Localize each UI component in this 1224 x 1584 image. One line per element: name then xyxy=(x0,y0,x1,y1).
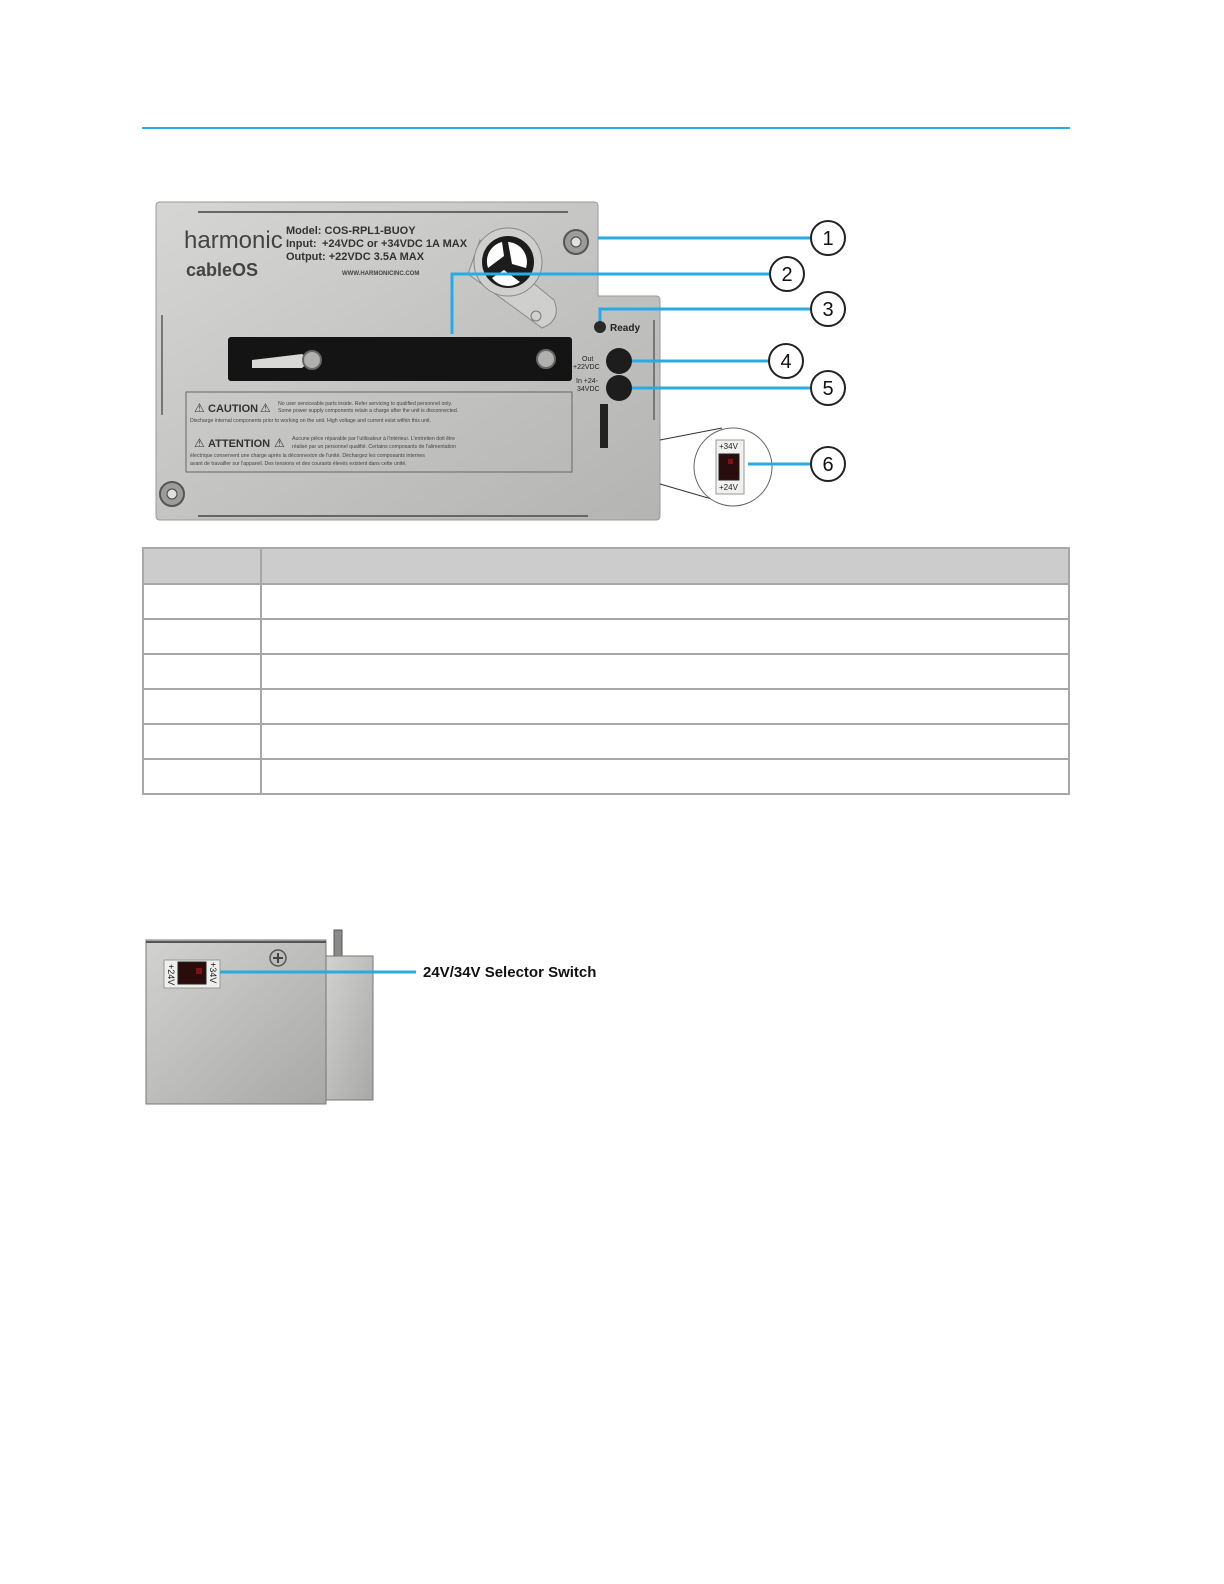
table-cell xyxy=(261,759,1069,794)
callout-3-number: 3 xyxy=(822,299,834,321)
label-website: WWW.HARMONICINC.COM xyxy=(342,271,420,277)
ready-label: Ready xyxy=(610,323,641,334)
callout-description-table xyxy=(142,547,1070,795)
callout-4 xyxy=(769,344,803,378)
vent-slot xyxy=(600,404,608,448)
table-cell xyxy=(261,689,1069,724)
selector-switch-detail xyxy=(694,428,772,506)
output-jack xyxy=(606,348,632,374)
switch-label-34v: +34V xyxy=(719,442,738,451)
table-header-cell xyxy=(143,548,261,584)
svg-text:⚠: ⚠ xyxy=(194,401,205,415)
ready-led xyxy=(594,321,606,333)
callout-3 xyxy=(811,292,845,326)
in-label-1: In +24- xyxy=(576,378,598,385)
callout-2-number: 2 xyxy=(781,264,793,286)
caution-line-3: Discharge internal components prior to working on the unit. High voltage and current exist within this unit. xyxy=(190,418,432,424)
table-cell xyxy=(261,654,1069,689)
table-cell xyxy=(143,654,261,689)
callout-6 xyxy=(811,447,845,481)
svg-text:⚠: ⚠ xyxy=(260,401,271,415)
label-input-value: +24VDC or +34VDC 1A MAX xyxy=(322,238,468,250)
out-label-2: +22VDC xyxy=(573,364,600,371)
out-label-1: Out xyxy=(582,356,594,363)
mounting-bracket xyxy=(228,337,572,381)
table-row xyxy=(143,724,1069,759)
callout-5 xyxy=(811,371,845,405)
table-row xyxy=(143,759,1069,794)
callout-1-number: 1 xyxy=(822,228,834,250)
caution-line-2: Some power supply components retain a charge after the unit is disconnected. xyxy=(278,408,459,414)
table-row xyxy=(143,654,1069,689)
rear-block xyxy=(325,956,373,1100)
selector-callout-label: 24V/34V Selector Switch xyxy=(423,964,597,981)
attention-line-3: électrique conservent une charge après la déconnexion de l'unité. Déchargez les composants internes xyxy=(190,453,425,459)
table-header-cell xyxy=(261,548,1069,584)
label-output: Output: +22VDC 3.5A MAX xyxy=(286,251,425,263)
connector-screw-bottom xyxy=(160,482,184,506)
callout-2 xyxy=(770,257,804,291)
callout-6-number: 6 xyxy=(822,454,834,476)
brand-harmonic: harmonic xyxy=(184,227,283,254)
table-cell xyxy=(143,689,261,724)
switch-label-24v: +24V xyxy=(719,483,738,492)
input-jack xyxy=(606,375,632,401)
header-rule xyxy=(142,127,1070,129)
attention-line-4: avant de travailler sur l'appareil. Des tensions et des courants élevés existent dans cette unité. xyxy=(190,461,407,467)
table-row xyxy=(143,689,1069,724)
label-model: Model: COS-RPL1-BUOY xyxy=(286,225,416,237)
svg-text:⚠: ⚠ xyxy=(194,436,205,450)
table-cell xyxy=(143,724,261,759)
attention-title: ATTENTION xyxy=(208,438,271,450)
callout-1 xyxy=(811,221,845,255)
caution-line-1: No user serviceable parts inside. Refer servicing to qualified personnel only. xyxy=(278,401,453,407)
attention-line-1: Aucune pièce réparable par l'utilisateur à l'intérieur. L'entretien doit être xyxy=(292,436,456,442)
callout-4-number: 4 xyxy=(780,351,792,373)
svg-text:⚠: ⚠ xyxy=(274,436,285,450)
in-label-2: 34VDC xyxy=(577,386,600,393)
callout-5-number: 5 xyxy=(822,378,834,400)
switch-right-label: +34V xyxy=(208,962,218,984)
table-row xyxy=(143,584,1069,619)
table-cell xyxy=(143,619,261,654)
table-cell xyxy=(261,584,1069,619)
buoy-power-supply-illustration xyxy=(142,190,1070,535)
table-cell xyxy=(143,584,261,619)
attention-line-2: réalisé par un personnel qualifié. Certains composants de l'alimentation xyxy=(292,444,456,450)
selector-switch-illustration xyxy=(142,926,662,1111)
caution-title: CAUTION xyxy=(208,403,259,415)
selector-switch-figure xyxy=(142,926,662,1111)
brand-cableos: cableOS xyxy=(186,260,259,280)
table-cell xyxy=(143,759,261,794)
table-row xyxy=(143,619,1069,654)
switch-left-label: +24V xyxy=(166,964,176,986)
table-cell xyxy=(261,724,1069,759)
table-header-row xyxy=(143,548,1069,584)
connector-screw-top xyxy=(564,230,588,254)
buoy-power-supply-figure xyxy=(142,190,1070,535)
table-cell xyxy=(261,619,1069,654)
voltage-selector-switch xyxy=(164,960,220,988)
label-input-caption: Input: xyxy=(286,238,317,250)
screw-icon xyxy=(270,950,286,966)
